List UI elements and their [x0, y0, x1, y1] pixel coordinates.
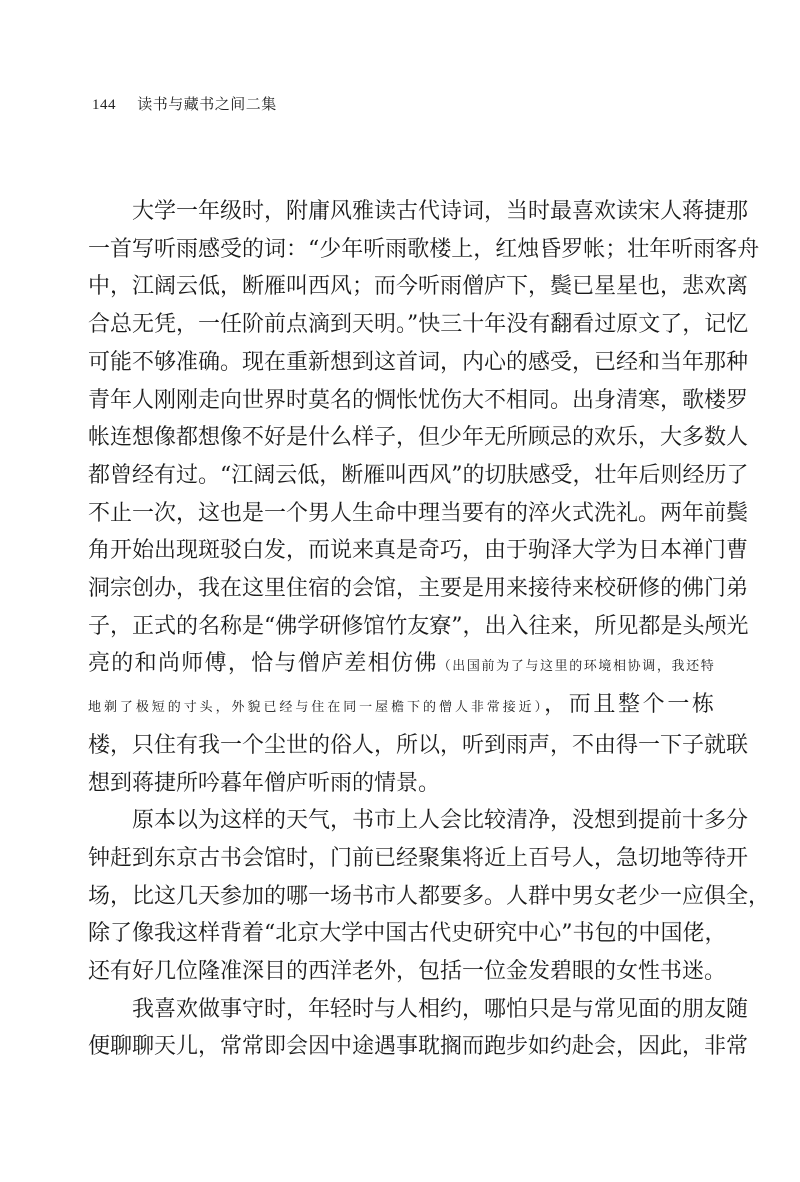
text-line: 钟赶到东京古书会馆时，门前已经聚集将近上百号人，急切地等待开	[88, 845, 749, 871]
text-line: 中，江阔云低，断雁叫西风；而今听雨僧庐下，鬓已星星也，悲欢离	[88, 274, 749, 300]
line-text: ，而且整个一栋	[544, 692, 714, 718]
parenthetical-note: （出国前为了与这里的环境相协调，我还特	[437, 659, 714, 675]
text-line: 不止一次，这也是一个男人生命中理当要有的淬火式洗礼。两年前鬓	[88, 500, 749, 526]
text-line: 我喜欢做事守时，年轻时与人相约，哪怕只是与常见面的朋友随	[132, 996, 749, 1022]
text-line: 角开始出现斑驳白发，而说来真是奇巧，由于驹泽大学为日本禅门曹	[88, 538, 749, 564]
paragraph-1	[88, 193, 760, 802]
text-line: 大学一年级时，附庸风雅读古代诗词，当时最喜欢读宋人蒋捷那	[132, 199, 749, 224]
text-line: 想到蒋捷所吟暮年僧庐听雨的情景。	[88, 770, 441, 796]
text-line: 一首写听雨感受的词：“少年听雨歌楼上，红烛昏罗帐；壮年听雨客舟	[88, 236, 760, 262]
text-line: 场，比这几天参加的哪一场书市人都要多。人群中男女老少一应俱全，	[88, 883, 771, 909]
note-continuation-line	[88, 686, 714, 727]
parenthetical-note: 地剃了极短的寸头，外貌已经与住在同一屋檐下的僧人非常接近）	[88, 700, 545, 716]
book-title: 读书与藏书之间二集	[137, 95, 277, 113]
text-line: 还有好几位隆准深目的西洋老外，包括一位金发碧眼的女性书迷。	[88, 959, 727, 985]
text-line: 洞宗创办，我在这里住宿的会馆，主要是用来接待来校研修的佛门弟	[88, 576, 749, 602]
text-line: 楼，只住有我一个尘世的俗人，所以，听到雨声，不由得一下子就联	[88, 732, 749, 758]
text-line: 合总无凭，一任阶前点滴到天明。”快三十年没有翻看过原文了，记忆	[88, 312, 749, 338]
text-line: 子，正式的名称是“佛学研修馆竹友寮”，出入往来，所见都是头颅光	[88, 613, 749, 639]
running-header	[92, 93, 277, 114]
page-number: 144	[92, 97, 116, 113]
paragraph-3	[88, 991, 749, 1066]
body-text	[88, 193, 771, 1066]
text-line-with-note	[88, 645, 714, 686]
text-line: 原本以为这样的天气，书市上人会比较清净，没想到提前十多分	[132, 808, 749, 834]
text-line: 除了像我这样背着“北京大学中国古代史研究中心”书包的中国佬，	[88, 921, 727, 947]
text-line: 都曾经有过。“江阔云低，断雁叫西风”的切肤感受，壮年后则经历了	[88, 462, 749, 488]
text-line: 便聊聊天儿，常常即会因中途遇事耽搁而跑步如约赴会，因此，非常	[88, 1034, 749, 1060]
text-line: 青年人刚刚走向世界时莫名的惆怅忧伤大不相同。出身清寒，歌楼罗	[88, 387, 749, 413]
text-line: 可能不够准确。现在重新想到这首词，内心的感受，已经和当年那种	[88, 349, 749, 375]
line-text: 亮的和尚师傅，恰与僧庐差相仿佛	[88, 651, 438, 677]
paragraph-2	[88, 802, 771, 991]
text-line: 帐连想像都想像不好是什么样子，但少年无所顾忌的欢乐，大多数人	[88, 425, 749, 451]
